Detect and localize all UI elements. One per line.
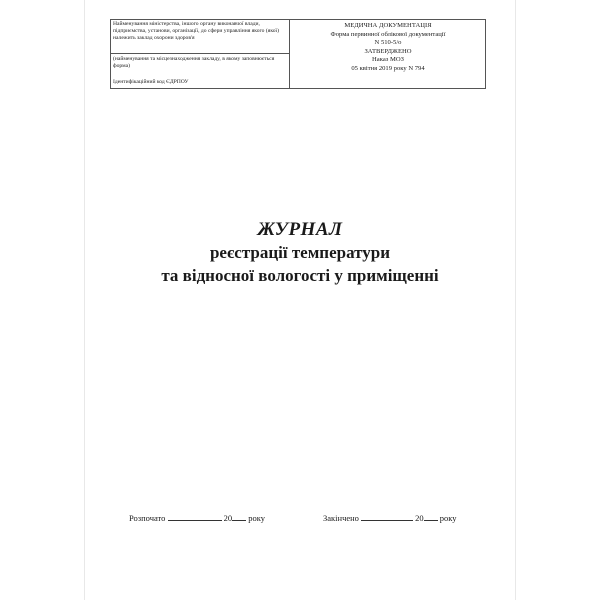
started-label: Розпочато [129, 513, 166, 523]
started-year-suffix: року [248, 513, 266, 523]
order-label: Наказ МОЗ [372, 56, 404, 64]
finished-date-field [323, 513, 457, 523]
journal-cover-page [84, 0, 516, 600]
institution-label: (найменування та місцезнаходження закладу, в якому заповнюється форма) [113, 56, 275, 69]
header-box [110, 19, 486, 89]
approved-label: ЗАТВЕРДЖЕНО [364, 47, 412, 55]
form-type: Форма первинної облікової документації [330, 30, 446, 38]
title-line-1: реєстрації температури [209, 243, 391, 262]
journal-title [0, 218, 600, 287]
doc-type: МЕДИЧНА ДОКУМЕНТАЦІЯ [344, 22, 432, 29]
started-day-blank[interactable] [168, 513, 222, 521]
finished-label: Закінчено [323, 513, 359, 523]
order-date: 05 квітня 2019 року N 794 [351, 64, 425, 72]
started-year-blank[interactable] [232, 513, 246, 521]
form-number: N 510-5/о [374, 39, 402, 47]
finished-year-blank[interactable] [424, 513, 438, 521]
edrpou-label: Ідентифікаційний код ЄДРПОУ [113, 79, 189, 85]
ministry-label: Найменування міністерства, іншого органу виконавчої влади, підприємства, установи, організації, до сфери управління якого (якої) належить заклад охорони здоров'я [111, 20, 289, 54]
title-main: ЖУРНАЛ [257, 219, 343, 240]
finished-day-blank[interactable] [361, 513, 413, 521]
institution-cell [111, 20, 290, 88]
title-line-2: та відносної вологості у приміщенні [161, 266, 439, 285]
finished-year-prefix: 20 [415, 513, 424, 523]
form-info-cell [291, 22, 485, 74]
started-year-prefix: 20 [223, 513, 233, 523]
finished-year-suffix: року [439, 513, 457, 523]
started-date-field [129, 513, 265, 523]
